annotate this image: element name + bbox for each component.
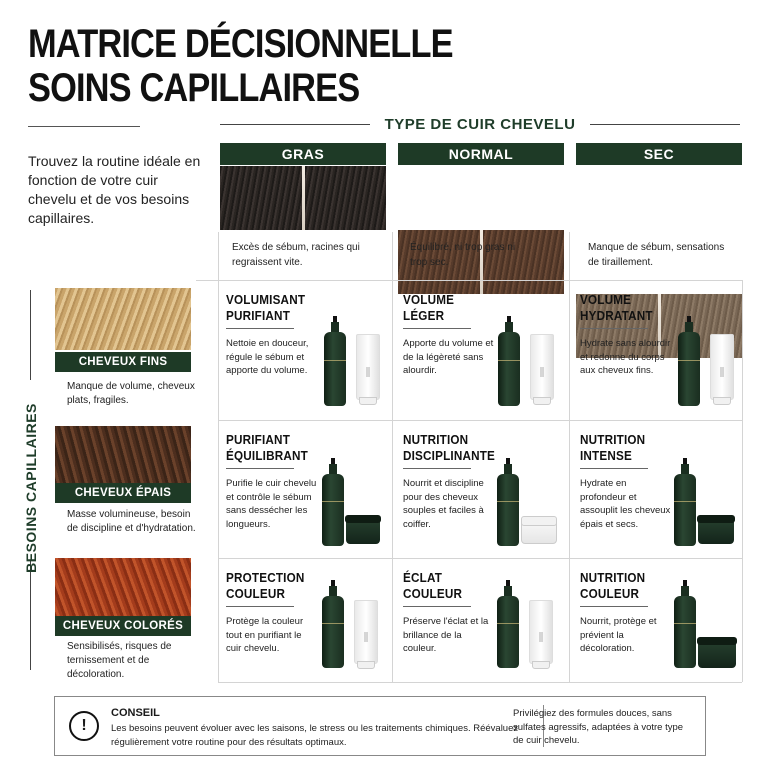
title-rule xyxy=(28,126,140,127)
page-title xyxy=(28,22,453,110)
cell-description: Hydrate en profondeur et assouplit les cheveux épais et secs. xyxy=(580,478,671,530)
shampoo-bottle-icon xyxy=(497,474,519,546)
matrix-cell xyxy=(226,570,318,656)
cell-title-line: NUTRITION xyxy=(580,432,646,447)
cell-title-line: PROTECTION xyxy=(226,570,305,585)
column-desc-gras: Excès de sébum, racines qui regraissent vite. xyxy=(232,242,360,268)
tip-heading: CONSEIL xyxy=(111,707,160,719)
cell-title-line: PURIFIANT xyxy=(226,308,291,323)
cell-title-line: VOLUME xyxy=(580,292,632,307)
matrix-cell xyxy=(226,432,318,531)
cell-description: Nourrit et discipline pour des cheveux souples et faciles à coiffer. xyxy=(403,478,484,530)
cell-title-line: COULEUR xyxy=(226,586,286,601)
grid-line xyxy=(218,232,219,682)
cell-description: Nettoie en douceur, régule le sébum et apporte du volume. xyxy=(226,338,309,376)
scalp-axis xyxy=(220,116,740,134)
matrix-cell xyxy=(226,292,318,378)
shampoo-bottle-icon xyxy=(674,596,696,668)
alert-icon: ! xyxy=(69,711,99,741)
tip-box xyxy=(54,696,706,756)
cell-title-line: INTENSE xyxy=(580,448,632,463)
column-header-sec: SEC xyxy=(576,143,742,165)
row-desc-epais: Masse volumineuse, besoin de discipline et d'hydratation. xyxy=(67,509,196,534)
grid-line xyxy=(218,558,742,559)
column-desc-normal: Équilibré, ni trop gras ni trop sec. xyxy=(410,242,516,268)
needs-axis-label: BESOINS CAPILLAIRES xyxy=(23,403,39,573)
grid-line xyxy=(218,682,742,683)
shampoo-bottle-icon xyxy=(322,596,344,668)
cell-description: Nourrit, protège et prévient la décoloration. xyxy=(580,616,657,654)
cell-title-line: NUTRITION xyxy=(403,432,469,447)
cell-title-line: ÉQUILIBRANT xyxy=(226,448,308,463)
cell-description: Préserve l'éclat et la brillance de la couleur. xyxy=(403,616,489,654)
grid-line xyxy=(196,280,742,281)
hair-image-colores xyxy=(55,558,191,620)
cell-title-line: COULEUR xyxy=(403,586,463,601)
conditioner-tube-icon xyxy=(530,334,554,400)
grid-line xyxy=(392,232,393,682)
row-desc-colores: Sensibilisés, risques de ternissement et de décoloration. xyxy=(67,641,172,680)
matrix-cell xyxy=(403,570,495,656)
row-label-colores: CHEVEUX COLORÉS xyxy=(55,616,191,636)
row-desc-fins: Manque de volume, cheveux plats, fragiles. xyxy=(67,381,195,406)
tip-body: Les besoins peuvent évoluer avec les saisons, le stress ou les traitements chimiques. Réévaluez régulièrement votre routine pour des résultats optimaux. xyxy=(111,723,519,748)
hair-image-epais xyxy=(55,426,191,488)
conditioner-tube-icon xyxy=(356,334,380,400)
cell-title-line: ÉCLAT xyxy=(403,570,443,585)
intro-text: Trouvez la routine idéale en fonction de votre cuir chevelu et de vos besoins capillaires. xyxy=(28,153,201,226)
column-desc-sec: Manque de sébum, sensations de tiraillement. xyxy=(588,242,725,268)
title-line-2: SOINS CAPILLAIRES xyxy=(28,66,360,110)
cell-description: Hydrate sans alourdir et redonne du corps aux cheveux fins. xyxy=(580,338,671,376)
conditioner-tube-icon xyxy=(529,600,553,664)
row-label-epais: CHEVEUX ÉPAIS xyxy=(55,483,191,503)
cell-description: Purifie le cuir chevelu et contrôle le sébum sans dessécher les longueurs. xyxy=(226,478,317,530)
shampoo-bottle-icon xyxy=(498,332,520,406)
shampoo-bottle-icon xyxy=(678,332,700,406)
cell-title-line: PURIFIANT xyxy=(226,432,291,447)
grid-line xyxy=(569,232,570,682)
conditioner-tube-icon xyxy=(354,600,378,664)
matrix-cell xyxy=(580,432,672,531)
title-line-1: MATRICE DÉCISIONNELLE xyxy=(28,22,453,66)
cell-title-line: NUTRITION xyxy=(580,570,646,585)
matrix-cell xyxy=(580,292,672,378)
matrix-cell xyxy=(580,570,672,656)
needs-axis xyxy=(14,290,44,670)
cell-title-line: COULEUR xyxy=(580,586,640,601)
cell-description: Protège la couleur tout en purifiant le cuir chevelu. xyxy=(226,616,304,654)
column-header-normal: NORMAL xyxy=(398,143,564,165)
cell-title-line: HYDRATANT xyxy=(580,308,653,323)
cell-title-line: VOLUME xyxy=(403,292,455,307)
row-label-fins: CHEVEUX FINS xyxy=(55,352,191,372)
cell-title-line: VOLUMISANT xyxy=(226,292,306,307)
scalp-axis-label: TYPE DE CUIR CHEVELU xyxy=(384,116,576,133)
mask-jar-icon xyxy=(521,518,557,544)
cell-title-line: LÉGER xyxy=(403,308,445,323)
mask-jar-icon xyxy=(346,518,380,544)
conditioner-tube-icon xyxy=(710,334,734,400)
cell-title-line: DISCIPLINANTE xyxy=(403,448,496,463)
shampoo-bottle-icon xyxy=(674,474,696,546)
shampoo-bottle-icon xyxy=(322,474,344,546)
grid-line xyxy=(742,280,743,682)
matrix-cell xyxy=(403,292,495,378)
cell-description: Apporte du volume et de la légèreté sans alourdir. xyxy=(403,338,494,376)
shampoo-bottle-icon xyxy=(324,332,346,406)
grid-line xyxy=(218,420,742,421)
column-header-gras: GRAS xyxy=(220,143,386,165)
scalp-image-gras xyxy=(220,166,386,230)
hair-image-fins xyxy=(55,288,191,350)
mask-jar-icon xyxy=(698,518,734,544)
tip-right-text: Privilégiez des formules douces, sans sulfates agressifs, adaptées à votre type de cuir chevelu. xyxy=(513,708,684,746)
mask-jar-icon xyxy=(698,640,736,668)
matrix-cell xyxy=(403,432,505,531)
shampoo-bottle-icon xyxy=(497,596,519,668)
